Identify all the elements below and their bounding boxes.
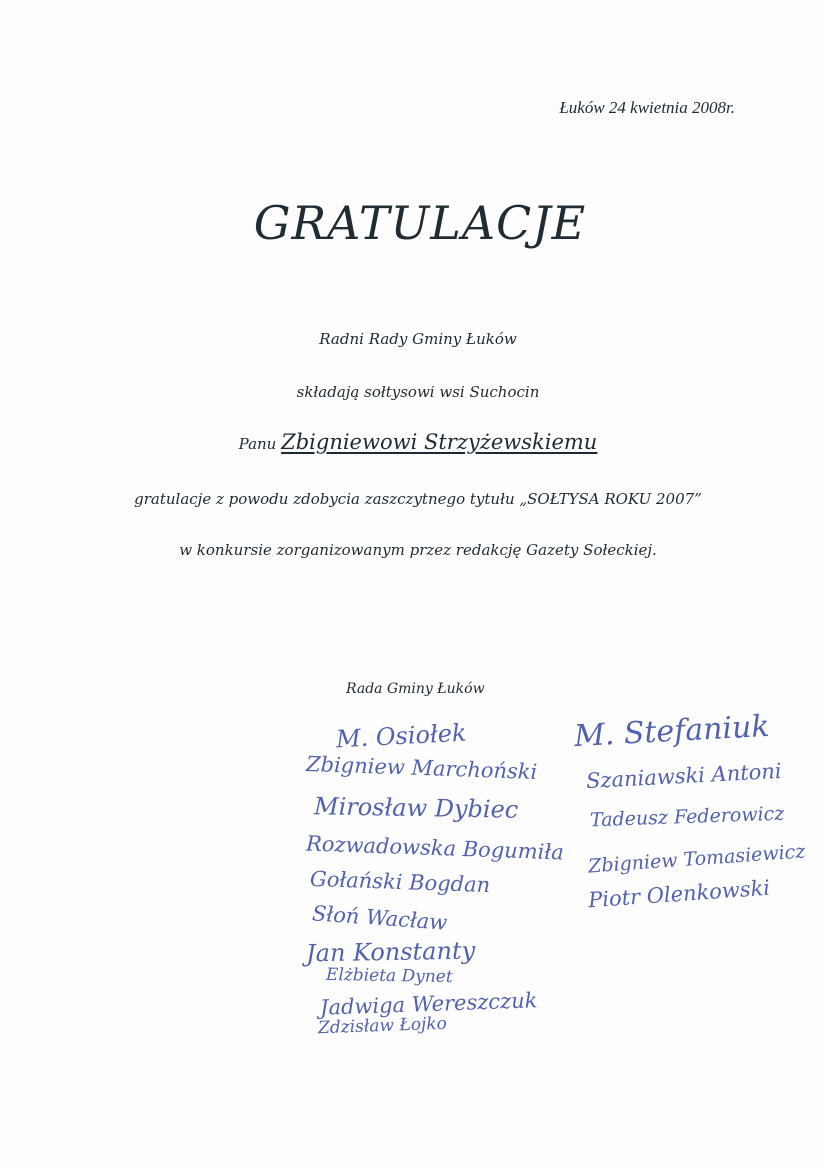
text-line-recipient xyxy=(0,430,826,454)
signatures-area xyxy=(296,710,821,1040)
signature: Zbigniew Tomasiewicz xyxy=(587,840,807,878)
signature: M. Osiołek xyxy=(335,718,468,754)
document-date: Łuków 24 kwietnia 2008r. xyxy=(559,98,735,117)
text-line-award: gratulacje z powodu zdobycia zaszczytnego tytułu „SOŁTYSA ROKU 2007” xyxy=(134,490,702,508)
signature: Gołański Bogdan xyxy=(309,866,491,898)
signature: Zbigniew Marchoński xyxy=(305,751,538,785)
signature: Jadwiga Wereszczuk xyxy=(319,988,538,1020)
text-line-council-members: Radni Rady Gminy Łuków xyxy=(319,330,517,348)
document-title: GRATULACJE xyxy=(253,196,587,250)
signature: Zdzisław Łojko xyxy=(317,1013,448,1039)
signature: M. Stefaniuk xyxy=(573,708,771,755)
recipient-name: Zbigniewowi Strzyżewskiemu xyxy=(281,430,598,454)
signature: Elżbieta Dynet xyxy=(325,964,453,988)
signature: Rozwadowska Bogumiła xyxy=(305,831,565,865)
signature: Piotr Olenkowski xyxy=(587,875,771,913)
signature: Tadeusz Federowicz xyxy=(589,802,785,832)
council-name: Rada Gminy Łuków xyxy=(346,681,485,697)
text-line-contest: w konkursie zorganizowanym przez redakcję Gazety Sołeckiej. xyxy=(179,541,657,559)
signature: Mirosław Dybiec xyxy=(313,792,519,824)
text-line-village: składają sołtysowi wsi Suchocin xyxy=(296,383,540,401)
signature: Jan Konstanty xyxy=(305,936,476,968)
signature: Szaniawski Antoni xyxy=(585,758,783,794)
recipient-prefix: Panu xyxy=(238,435,277,453)
signature: Słoń Wacław xyxy=(311,901,449,935)
